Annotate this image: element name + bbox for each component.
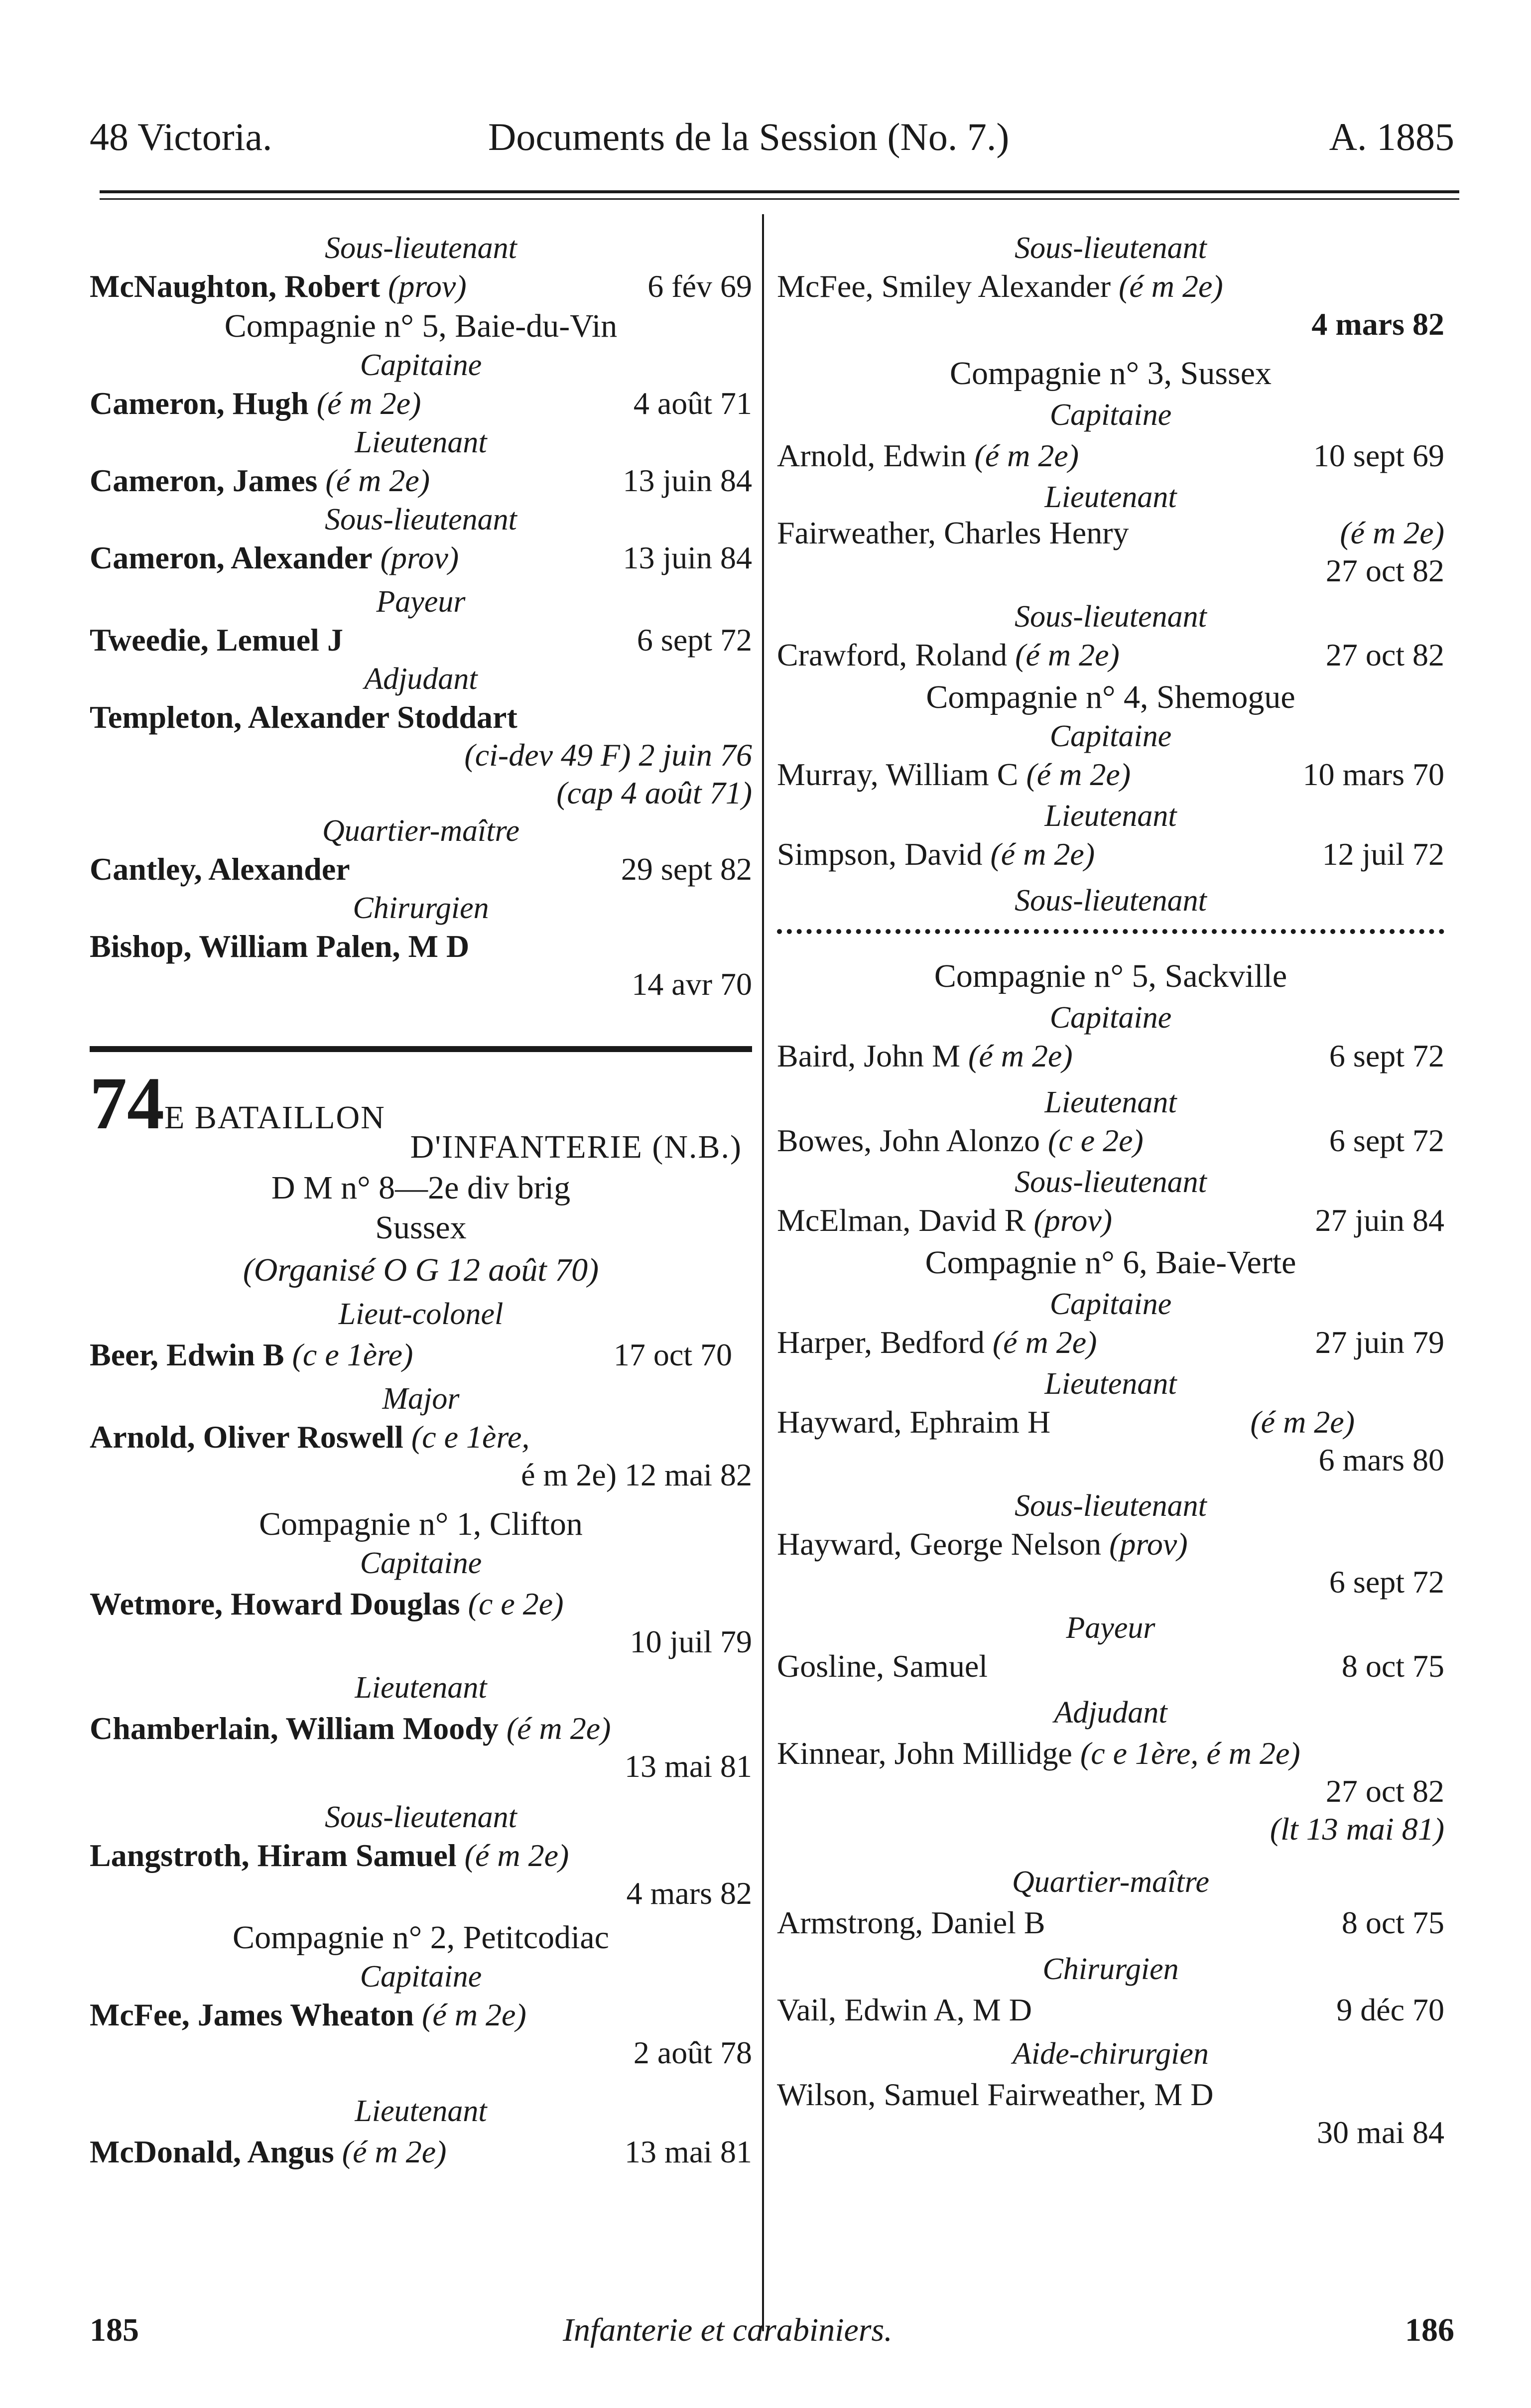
rank-heading: Capitaine [360,348,482,382]
officer-name: McFee, Smiley Alexander [777,268,1111,304]
rank-heading: Lieutenant [355,425,487,459]
officer-date: 27 juin 79 [1315,1325,1444,1360]
officer-note: (lt 13 mai 81) [1270,1811,1444,1847]
officer-date: é m 2e) 12 mai 82 [521,1457,752,1492]
company-heading: Compagnie n° 1, Clifton [259,1506,583,1542]
roster-entry [777,1402,1444,1480]
officer-name: Templeton, Alexander Stoddart [90,699,517,735]
officer-note: (c e 1ère) [292,1337,413,1372]
header-session: 48 Victoria. [90,115,272,158]
officer-date: 10 sept 69 [1313,438,1444,473]
officer-name: Wilson, Samuel Fairweather, M D [777,2077,1214,2112]
rank-heading: Chirurgien [1042,1952,1179,1986]
rank-heading: Lieutenant [1044,1367,1177,1401]
rank-heading: Aide-chirurgien [1013,2037,1209,2071]
officer-note: (c e 2e) [1048,1123,1144,1158]
officer-name: Hayward, Ephraim H [777,1404,1051,1440]
officer-note: (é m 2e) [1250,1404,1355,1440]
officer-name: Gosline, Samuel [777,1648,988,1684]
rank-heading: Sous-lieutenant [325,1800,517,1834]
officer-name: Cameron, Alexander [90,540,373,575]
roster-entry [777,2075,1444,2152]
officer-name: Cameron, James [90,463,318,498]
officer-note: (c e 2e) [468,1586,564,1621]
roster-entry [90,1584,752,1662]
page-footer [90,2311,1454,2361]
officer-date: 12 juil 72 [1322,836,1444,872]
roster-entry [777,513,1444,591]
vacancy-dotted-line [777,929,1444,934]
officer-date: 10 mars 70 [1302,757,1444,792]
officer-name: Hayward, George Nelson [777,1526,1102,1562]
rank-heading: Sous-lieutenant [325,503,517,536]
officer-date: 30 mai 84 [1317,2115,1444,2150]
officer-date: 6 fév 69 [647,268,752,304]
officer-name: Armstrong, Daniel B [777,1905,1045,1940]
officer-date: 14 avr 70 [632,966,752,1002]
officer-name: Crawford, Roland [777,637,1008,672]
officer-name: Cantley, Alexander [90,851,350,887]
officer-name: Harper, Bedford [777,1325,985,1360]
officer-name: Chamberlain, William Moody [90,1711,499,1746]
officer-note: (é m 2e) [422,1997,526,2032]
company-heading: Compagnie n° 5, Sackville [934,958,1287,994]
rank-heading: Sous-lieutenant [1015,231,1207,265]
rank-heading: Sous-lieutenant [1015,1489,1207,1523]
officer-date: 8 oct 75 [1341,1648,1444,1684]
rank-heading: Capitaine [1049,1287,1172,1321]
officer-date: 27 juin 84 [1315,1203,1444,1238]
company-heading: Compagnie n° 4, Shemogue [926,679,1295,715]
officer-note: (prov) [388,268,467,304]
officer-date: 29 sept 82 [621,851,752,887]
officer-date: 4 mars 82 [626,1875,752,1911]
officer-name: McNaughton, Robert [90,268,381,304]
rank-heading: Capitaine [360,1960,482,1994]
header-title: Documents de la Session (No. 7.) [488,115,1010,158]
header-rule-thin [100,198,1459,200]
officer-note: (ci-dev 49 F) 2 juin 76 [464,737,752,773]
officer-name: Fairweather, Charles Henry [777,515,1129,550]
officer-note: (é m 2e) [990,836,1095,872]
officer-note: (é m 2e) [316,386,421,421]
officer-name: McDonald, Angus [90,2134,334,2169]
company-heading: Compagnie n° 5, Baie-du-Vin [224,308,618,344]
officer-date: 6 mars 80 [1318,1442,1444,1477]
officer-note: (é m 2e) [974,438,1079,473]
officer-name: Arnold, Oliver Roswell [90,1419,403,1455]
officer-name: Beer, Edwin B [90,1337,284,1372]
officer-date: 13 juin 84 [623,463,752,498]
section-divider [90,1046,752,1052]
roster-entry [90,1417,752,1495]
rank-heading: Payeur [1066,1611,1155,1645]
officer-date: 17 oct 70 [613,1337,732,1372]
rank-heading: Capitaine [1049,1001,1172,1035]
officer-name: Tweedie, Lemuel J [90,622,343,658]
officer-date: 9 déc 70 [1336,1992,1444,2027]
officer-name: Wetmore, Howard Douglas [90,1586,460,1621]
officer-date: 8 oct 75 [1341,1905,1444,1940]
header-year: A. 1885 [1329,115,1454,158]
rank-heading: Lieutenant [355,1671,487,1705]
officer-date: 6 sept 72 [637,622,752,658]
rank-heading: Lieutenant [1044,1085,1177,1119]
officer-date: 6 sept 72 [1329,1123,1444,1158]
officer-note: (é m 2e) [1026,757,1131,792]
officer-note: (é m 2e) [992,1325,1097,1360]
battalion-title: E BATAILLON [164,1099,385,1136]
officer-date: 6 sept 72 [1329,1038,1444,1073]
officer-date: 27 oct 82 [1325,637,1444,672]
officer-note: (é m 2e) [342,2134,447,2169]
officer-note: (é m 2e) [1340,515,1444,550]
officer-name: Arnold, Edwin [777,438,967,473]
officer-note: (prov) [1109,1526,1188,1562]
rank-heading: Capitaine [1049,719,1172,753]
officer-date: 13 mai 81 [625,2134,752,2169]
rank-heading: Payeur [376,585,466,619]
officer-note: (c e 1ère, é m 2e) [1080,1736,1300,1771]
roster-entry [90,1836,752,1913]
officer-name: Vail, Edwin A, M D [777,1992,1032,2027]
rank-heading: Sous-lieutenant [1015,884,1207,918]
officer-date: 27 oct 82 [1325,553,1444,588]
officer-note: (é m 2e) [968,1038,1073,1073]
officer-name: Simpson, David [777,836,983,872]
officer-name: Langstroth, Hiram Samuel [90,1838,457,1873]
officer-name: McElman, David R [777,1203,1026,1238]
officer-note: (é m 2e) [464,1838,569,1873]
roster-entry [777,1734,1444,1853]
officer-note: (é m 2e) [325,463,430,498]
officer-note: (c e 1ère, [411,1419,530,1455]
officer-date: 13 juin 84 [623,540,752,575]
officer-note: (é m 2e) [1015,637,1120,672]
rank-heading: Adjudant [364,662,478,696]
officer-date: 13 mai 81 [625,1748,752,1784]
officer-date: 2 août 78 [633,2035,752,2070]
officer-name: Bowes, John Alonzo [777,1123,1040,1158]
page-number-right: 186 [1405,2312,1454,2348]
roster-entry [777,1524,1444,1602]
rank-heading: Capitaine [360,1546,482,1580]
roster-entry [90,1995,752,2073]
rank-heading: Lieutenant [1044,799,1177,833]
battalion-hq: Sussex [375,1209,467,1246]
rank-heading: Major [382,1382,460,1416]
header-rule [100,190,1459,193]
column-divider [762,214,764,2331]
page-header [90,115,1454,174]
battalion-organised: (Organisé O G 12 août 70) [243,1252,599,1288]
footer-section-title: Infanterie et carabiniers. [563,2312,893,2348]
officer-note: (prov) [1033,1203,1113,1238]
rank-heading: Lieutenant [355,2094,487,2128]
rank-heading: Sous-lieutenant [1015,600,1207,634]
page-number-left: 185 [90,2312,139,2348]
officer-date: 4 août 71 [633,386,752,421]
rank-heading: Lieutenant [1044,480,1177,514]
battalion-number: 74 [90,1062,164,1145]
rank-heading: Sous-lieutenant [325,231,517,265]
company-heading: Compagnie n° 3, Sussex [949,355,1272,392]
officer-name: Kinnear, John Millidge [777,1736,1072,1771]
officer-date: 4 mars 82 [1311,306,1444,342]
officer-name: Murray, William C [777,757,1019,792]
officer-name: Bishop, William Palen, M D [90,929,470,964]
roster-entry [90,697,752,817]
battalion-subtitle: D'INFANTERIE (N.B.) [410,1129,742,1165]
rank-heading: Adjudant [1054,1696,1167,1730]
officer-note: (é m 2e) [1119,268,1223,304]
rank-heading: Chirurgien [353,891,489,925]
rank-heading: Sous-lieutenant [1015,1165,1207,1199]
officer-date: 10 juil 79 [630,1624,752,1659]
battalion-district: D M n° 8—2e div brig [271,1170,571,1206]
roster-entry [777,267,1444,344]
rank-heading: Lieut-colonel [338,1297,504,1331]
officer-name: Cameron, Hugh [90,386,309,421]
officer-date: 27 oct 82 [1325,1773,1444,1809]
rank-heading: Capitaine [1049,398,1172,432]
battalion-heading [90,1062,752,1305]
officer-note: (é m 2e) [506,1711,611,1746]
officer-date: 6 sept 72 [1329,1564,1444,1600]
officer-note: (prov) [380,540,459,575]
rank-heading: Quartier-maître [322,814,519,848]
company-heading: Compagnie n° 6, Baie-Verte [925,1244,1296,1281]
roster-entry [90,1709,752,1786]
company-heading: Compagnie n° 2, Petitcodiac [233,1919,609,1956]
roster-entry [90,927,752,1004]
rank-heading: Quartier-maître [1012,1865,1209,1899]
officer-note: (cap 4 août 71) [556,775,752,810]
officer-name: Baird, John M [777,1038,960,1073]
officer-name: McFee, James Wheaton [90,1997,414,2032]
